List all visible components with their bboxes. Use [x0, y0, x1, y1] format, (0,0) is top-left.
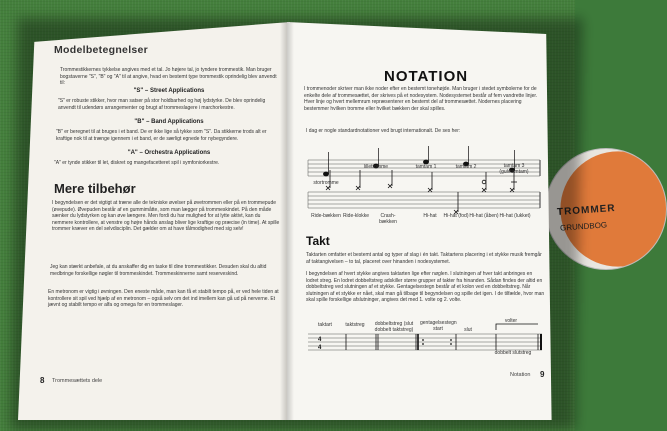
notation-title: NOTATION: [384, 68, 469, 85]
label-ride-baekken: Ride-bækken: [311, 213, 341, 219]
book-gutter: [280, 22, 294, 420]
left-page-footer: Trommesættets dele: [52, 378, 103, 384]
heading-modelbetegnelser: Modelbetegnelser: [54, 44, 149, 56]
svg-text:4: 4: [318, 345, 322, 351]
s-text: "S" er robuste stikker, hvor man satser på stor holdbarhed og høj lydstyrke. De blev oprindelig anvendt til udendørs arrangementer og brugt af trommeslagere i marchorkestre.: [58, 98, 266, 111]
label-tamtam1: tamtam 1: [415, 164, 437, 170]
paragraph-ovepude: I begyndelsen er det vigtigt at træne alle de tekniske øvelser på øvetrommen eller på en trommepude (øvepude). Øvepuden består af en gummimåtte, som man lægger på trommeskindet. På den måde sænker du lydstyrken og kan øve længere. Men fordi du har mulighed for at lytte aktivt, kan du nemmere kontrollere, at venstre og højre hånds anslag bliver lige kraftige og præcise (in time). At spille trommer kræver en del selvdisciplin. Det gælder om at have tålmodighed med sig selv!: [52, 200, 280, 232]
intro-paragraph: Trommestikkernes tykkelse angives med et tal. Jo højere tal, jo tyndere trommestik. Man bruger bogstaverne "S", "B" og "A" til at angive, hvad en bestemt type trommestik oprindelig blev anvendt til:: [60, 67, 277, 86]
notation-staves-figure: [304, 140, 544, 260]
label-stortromme: stortromme: [313, 180, 339, 186]
svg-text:4: 4: [318, 337, 322, 343]
label-hihat-aaben: Hi-hat (åben): [469, 213, 499, 219]
fig-label-gentagelsestegn: gentagelsestegn start: [420, 320, 457, 332]
left-page-number: 8: [40, 376, 45, 385]
a-text: "A" er tynde stikker til let, diskret og mangefacetteret spil i symfoniorkestre.: [54, 160, 220, 166]
label-hihat: Hi-hat: [423, 213, 437, 219]
fig-label-slut: slut: [464, 327, 472, 333]
s-title: "S" – Street Applications: [133, 88, 205, 94]
label-tamtam2: tamtam 2: [455, 164, 477, 170]
fig-label-taktstreg: taktstreg: [345, 322, 365, 328]
b-text: "B" er beregnet til at bruges i et band. De er ikke lige så tykke som "S". Da stikkerne trods alt er kraftige nok til at trænge igennem i et band, er de særligt egnede for nybegyndere.: [56, 129, 267, 142]
label-hihat-lukket: Hi-hat (lukket): [499, 213, 531, 219]
label-tamtam3: tamtam 3 (gulvtamtam): [499, 163, 529, 175]
paragraph-taske: Jeg kan stærkt anbefale, at du anskaffer dig en taske til dine trommestikker. Desuden skal du altid medbringe forskellige nøgler til trommeskindet. Trommeskinnerne samt reserveskind.: [50, 264, 267, 277]
b-title: "B" – Band Applications: [134, 119, 204, 125]
fig-label-dobbeltstreg: dobbeltstreg (slut dobbelt taktstreg): [374, 321, 414, 333]
notation-subintro: I dag er nogle standardnotationer ved brugt internationalt. De ses her:: [306, 128, 461, 134]
label-lilletromme: lilletromme: [363, 164, 389, 170]
fig-label-volter: volter: [504, 318, 518, 324]
cd-disc-title: TROMMER: [556, 202, 616, 219]
label-hihat-fod: Hi-hat (fod): [443, 213, 469, 219]
right-page-footer: Notation: [510, 372, 531, 378]
takt-paragraph-2: I begyndelsen af hvert stykke angives taktarten lige efter nøglen. I slutningen af hver takt anbringes en lodret streg. En lodret dobbeltstreg adskiller større grupper af takter fra hinanden. Sådan findes der altid en dobbeltstreg ved slutningen af et stykke. Gentagelsestegn består af et kolon ved en dobbeltstreg. Når slutningen af et stykke er nået, skal man gå tilbage til begyndelsen og spille det igen. I de tilfælde, hvor man skal spille forskellige afslutninger, angives det med 1. volte og 2. volte.: [306, 271, 545, 303]
a-title: "A" – Orchestra Applications: [127, 150, 211, 156]
label-crash-baekken: Crash-bækken: [379, 213, 397, 225]
paragraph-metronom: En metronom er vigtig i øvningen. Den eneste måde, man kan få et stabilt tempo på, er ved hele tiden at kontrollere sit spil ved hjælp af en metronom – også selv om det ind imellem kan gå ud på nerverne. Et jævnt og stabilt tempo er alfa og omega for en trommeslager.: [48, 289, 279, 308]
notation-intro: I trommenoder skriver man ikke noder efter en bestemt tonehøjde. Man bruger i stedet symbolerne for de enkelte dele af trommesættet, der skrives på et nodesystem. Nodesystemet består af fem vandrette linjer. Hver linje og hvert mellemrum repræsenterer en bestemt del af trommesættet. Nodernes placering bestemmer hvilken tromme eller hvilket bækken der skal spilles.: [304, 86, 538, 112]
label-ride-klokke: Ride-klokke: [342, 213, 370, 219]
staff-1-notes: [323, 146, 514, 176]
cd-disc-subtitle: GRUNDBOG: [559, 220, 608, 233]
fig-label-taktart: taktart: [318, 322, 332, 328]
takt-paragraph-1: Taktarten omfatter et bestemt antal og typer af slag i én takt. Taktartens placering i et stykke musik fremgår af taktangivelsen – to tal, placeret over hinanden i nodesystemet.: [306, 252, 542, 265]
heading-mere-tilbehor: Mere tilbehør: [54, 181, 136, 196]
right-page-number: 9: [540, 370, 545, 379]
takt-heading: Takt: [306, 234, 330, 248]
staff-2: [308, 192, 540, 208]
fig-label-dobbelt-slutstreg: dobbelt slutstreg: [494, 350, 532, 356]
